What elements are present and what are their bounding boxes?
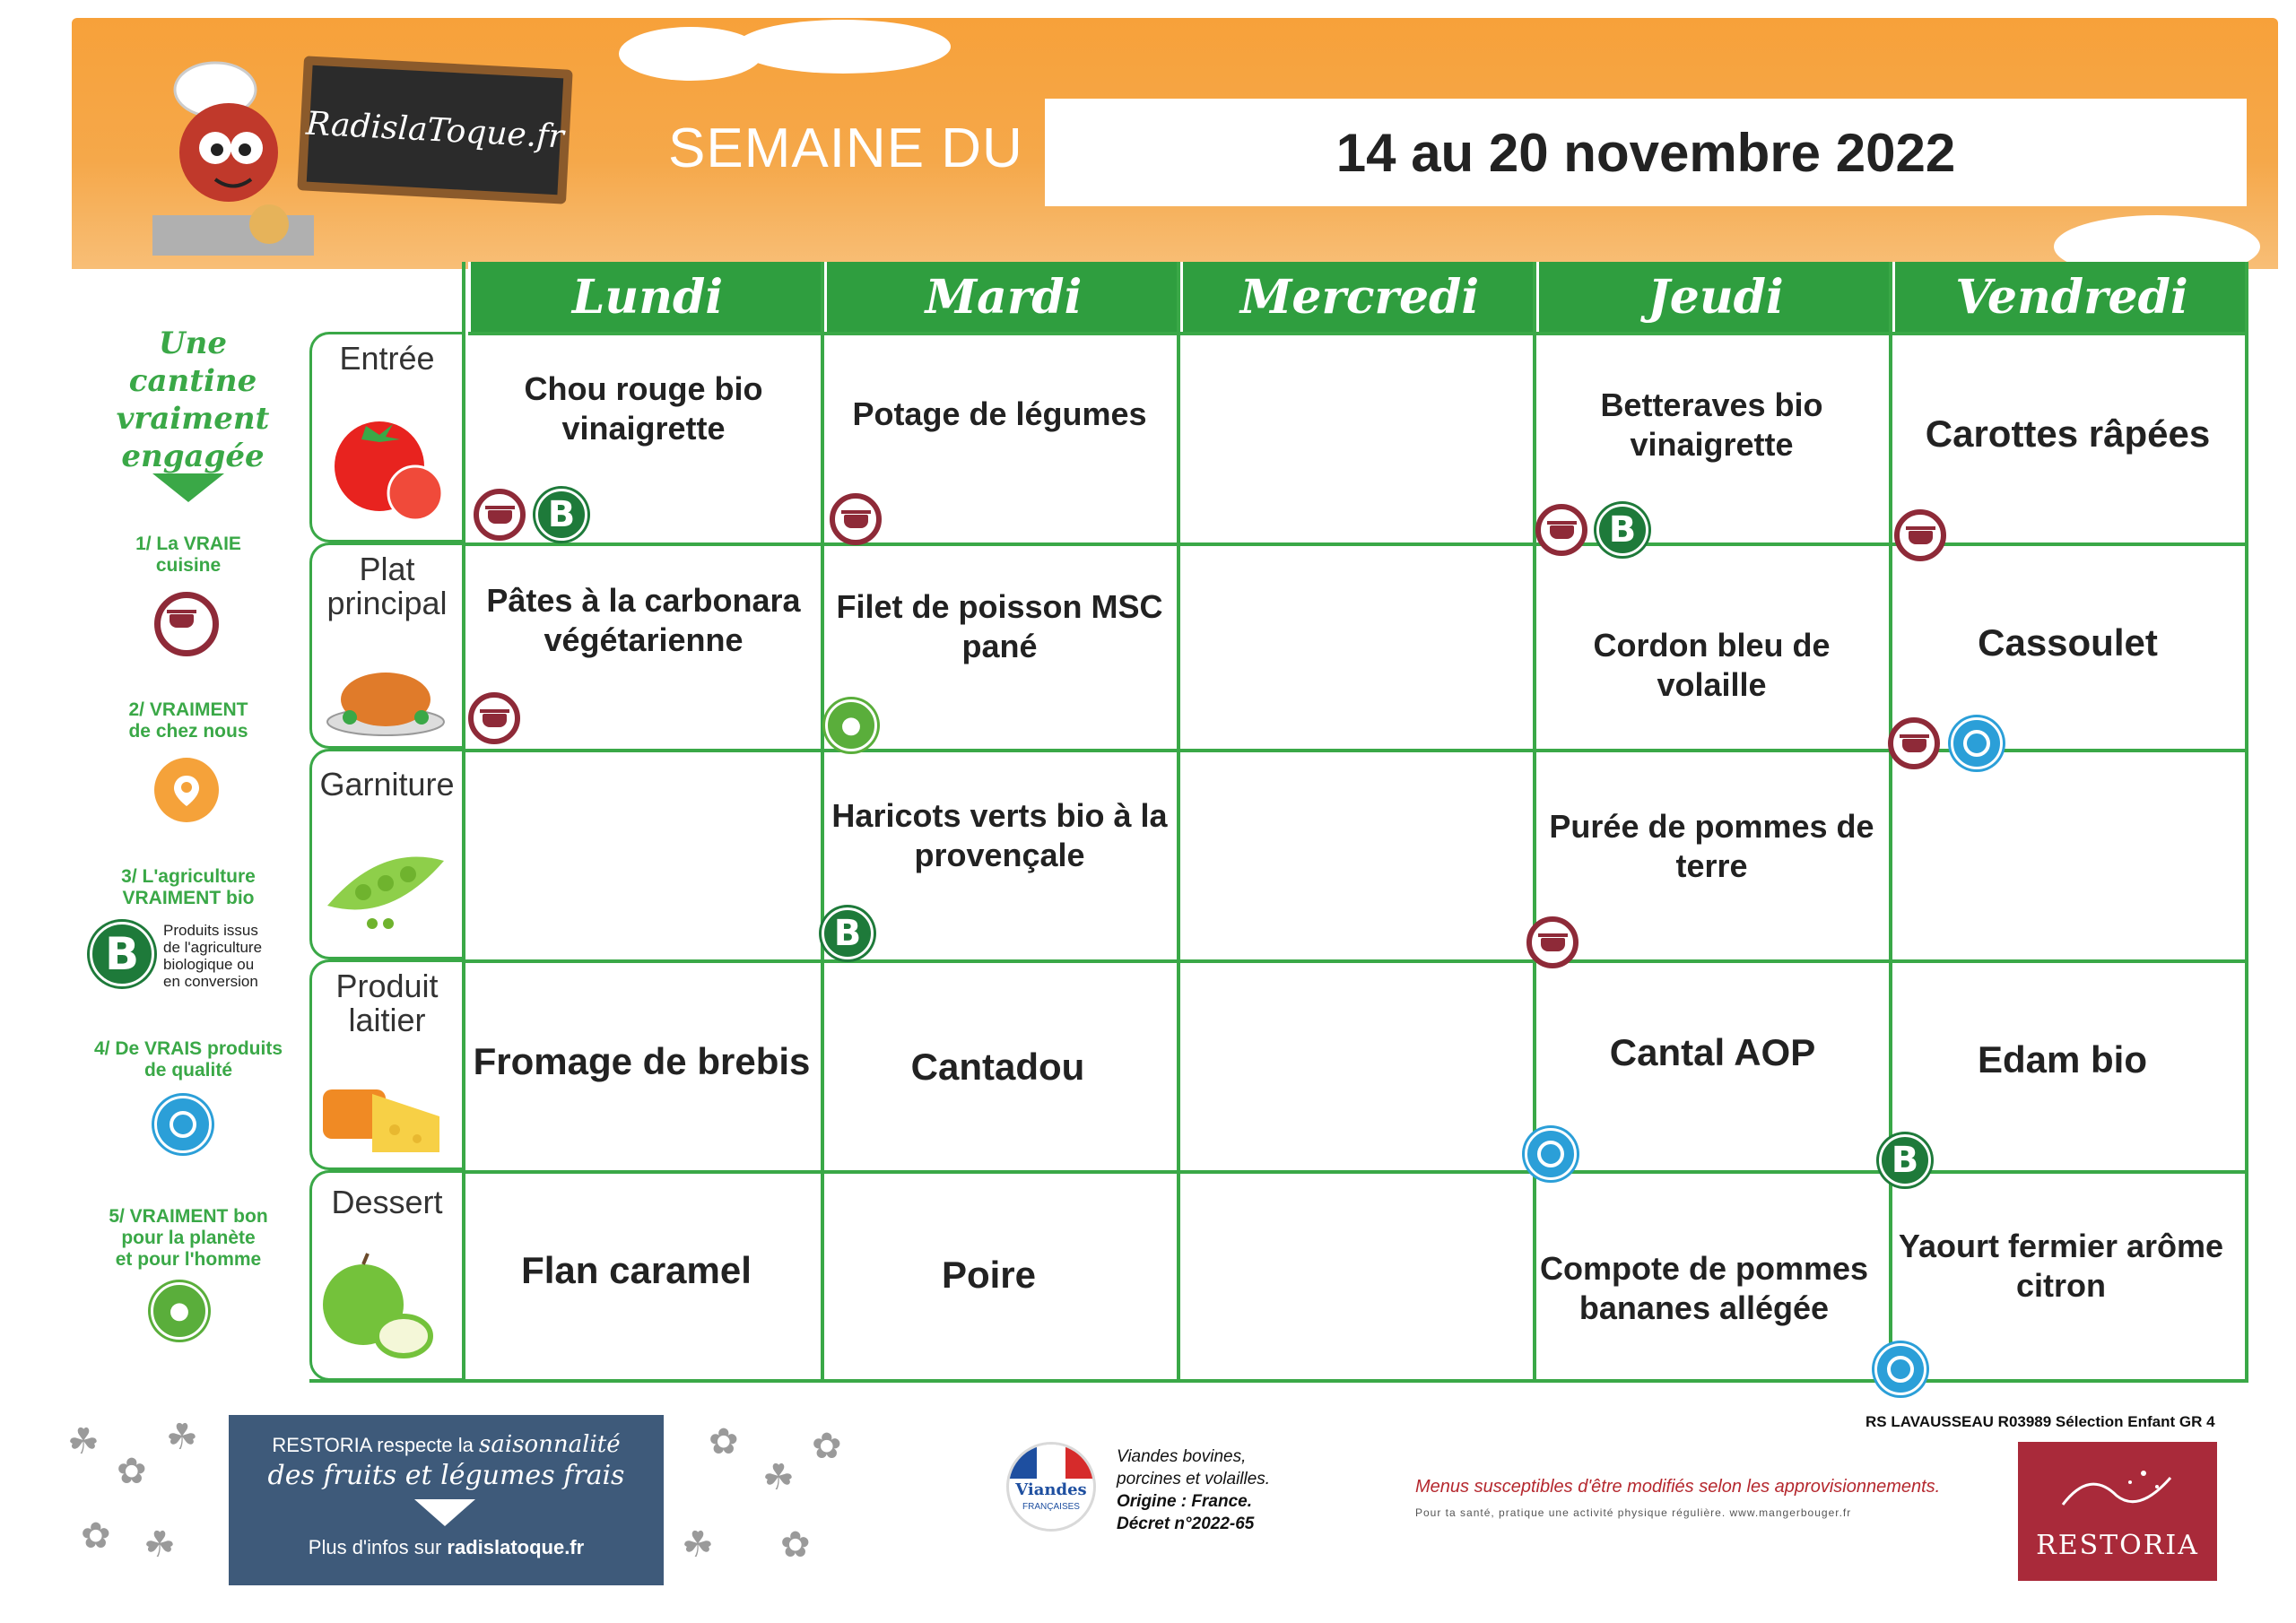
peas-icon <box>318 834 453 933</box>
restoria-logo <box>2018 1442 2217 1581</box>
day-header-mercredi: Mercredi <box>1180 262 1536 332</box>
bio-note: Produits issus de l'agriculture biologique ou en conversion <box>163 922 263 990</box>
vegetable-sketch-icon: ✿ <box>117 1451 147 1492</box>
homemade-pot-icon <box>1894 509 1946 561</box>
vegetable-sketch-icon: ☘ <box>762 1457 795 1498</box>
grid-line <box>1533 262 1536 1383</box>
day-header-jeudi: Jeudi <box>1536 262 1892 332</box>
menu-cell-plat-vendredi: Cassoulet <box>1978 621 2158 664</box>
cloud-decoration <box>735 20 951 74</box>
bio-badge-icon: B <box>90 922 154 986</box>
grid-line <box>462 542 2248 546</box>
bio-badge-icon: B <box>822 907 874 959</box>
menu-cell-dessert-vendredi: Yaourt fermier arôme citron <box>1898 1228 2224 1304</box>
category-label: Entrée <box>339 340 435 377</box>
bio-badge-icon: B <box>1879 1134 1931 1186</box>
info-line-1: RESTORIA respecte la saisonnalité <box>272 1431 621 1458</box>
sustainable-globe-icon: ● <box>151 1282 208 1340</box>
category-label: Plat principal <box>326 551 448 621</box>
vegetable-sketch-icon: ☘ <box>166 1417 198 1458</box>
info-arrow-icon <box>414 1499 475 1526</box>
menu-cell-laitier-vendredi: Edam bio <box>1977 1038 2148 1081</box>
legend-item-qualite: 4/ De VRAIS produits de qualité <box>93 1038 283 1081</box>
homemade-pot-icon <box>1526 916 1578 968</box>
chef-mascot-icon <box>135 54 314 260</box>
restoria-swirl-icon <box>2054 1460 2179 1523</box>
grid-line <box>462 959 2248 963</box>
week-date-range: 14 au 20 novembre 2022 <box>1335 122 1956 183</box>
vf-logo-word: Viandes <box>1015 1480 1087 1499</box>
legend-item-local: 2/ VRAIMENT de chez nous <box>128 699 248 742</box>
menu-cell-plat-mardi: Filet de poisson MSC pané <box>836 588 1163 664</box>
grid-line <box>821 262 824 1383</box>
sidebar-title: Une cantine vraiment engagée <box>116 325 270 474</box>
legend-item-planete: 5/ VRAIMENT bon pour la planète et pour l'homme <box>109 1206 268 1270</box>
homemade-pot-icon <box>468 692 520 744</box>
vegetable-sketch-icon: ☘ <box>144 1524 176 1566</box>
info-line-3[interactable]: Plus d'infos sur radislatoque.fr <box>308 1536 585 1558</box>
quality-ribbon-icon <box>1951 717 2003 769</box>
homemade-pot-icon <box>830 493 882 545</box>
quality-ribbon-icon <box>1525 1128 1577 1180</box>
rs-reference: RS LAVAUSSEAU R03989 Sélection Enfant GR 4 <box>1866 1413 2215 1430</box>
roast-chicken-icon <box>323 650 448 740</box>
site-chalkboard-logo <box>297 56 572 204</box>
day-header-mardi: Mardi <box>824 262 1180 332</box>
cheese-icon <box>318 1076 444 1157</box>
health-note: Pour ta santé, pratique une activité physique régulière. www.mangerbouger.fr <box>1415 1506 1852 1519</box>
menu-cell-dessert-jeudi: Compote de pommes bananes allégée <box>1539 1250 1869 1326</box>
grid-line <box>468 332 2248 335</box>
category-label: Dessert <box>331 1184 443 1220</box>
viandes-francaises-logo <box>1006 1442 1096 1532</box>
category-label: Garniture <box>319 766 455 803</box>
vf-logo-subword: FRANÇAISES <box>1022 1502 1080 1512</box>
info-line-2: des fruits et légumes frais <box>267 1460 625 1491</box>
homemade-pot-icon <box>1535 504 1587 556</box>
week-date-box <box>1045 99 2247 206</box>
menu-cell-entree-lundi: Chou rouge bio vinaigrette <box>524 370 763 447</box>
vegetable-sketch-icon: ✿ <box>709 1421 739 1462</box>
farm-location-icon <box>154 758 219 822</box>
menu-cell-entree-mardi: Potage de légumes <box>852 395 1147 432</box>
tomato-icon <box>330 408 447 525</box>
grid-line <box>462 262 465 1383</box>
vegetable-sketch-icon: ✿ <box>81 1515 111 1557</box>
category-label: Produit laitier <box>335 968 439 1038</box>
menu-cell-plat-lundi: Pâtes à la carbonara végétarienne <box>486 582 801 658</box>
grid-line <box>1889 262 1892 1383</box>
vegetable-sketch-icon: ☘ <box>682 1524 714 1566</box>
sustainable-globe-icon: ● <box>825 699 877 751</box>
day-header-lundi: Lundi <box>468 262 824 332</box>
day-header-vendredi: Vendredi <box>1892 262 2248 332</box>
week-label: SEMAINE DU <box>668 117 1023 179</box>
apple-icon <box>318 1246 435 1363</box>
menu-cell-plat-jeudi: Cordon bleu de volaille <box>1593 627 1831 703</box>
grid-line <box>2245 262 2248 1383</box>
legend-item-cuisine: 1/ La VRAIE cuisine <box>135 534 241 576</box>
grid-line <box>462 1170 2248 1174</box>
menu-cell-garniture-jeudi: Purée de pommes de terre <box>1549 808 1874 884</box>
menu-cell-garniture-mardi: Haricots verts bio à la provençale <box>831 797 1168 873</box>
menu-cell-laitier-mardi: Cantadou <box>910 1046 1085 1088</box>
homemade-pot-icon <box>154 592 219 656</box>
homemade-pot-icon <box>1888 717 1940 769</box>
menu-cell-entree-jeudi: Betteraves bio vinaigrette <box>1600 386 1823 463</box>
quality-ribbon-icon <box>154 1096 212 1153</box>
menu-change-note: Menus susceptibles d'être modifiés selon les approvisionnements. <box>1415 1477 1941 1497</box>
menu-cell-dessert-lundi: Flan caramel <box>521 1249 752 1291</box>
vegetable-sketch-icon: ☘ <box>67 1421 100 1462</box>
bio-badge-icon: B <box>535 489 587 541</box>
grid-line <box>309 1379 2248 1383</box>
menu-cell-laitier-jeudi: Cantal AOP <box>1609 1031 1816 1073</box>
legend-item-bio: 3/ L'agriculture VRAIMENT bio <box>121 866 256 908</box>
quality-ribbon-icon <box>1874 1343 1926 1395</box>
menu-cell-laitier-lundi: Fromage de brebis <box>473 1040 811 1082</box>
site-name: RadislaToque.fr <box>305 104 565 156</box>
menu-cell-dessert-mardi: Poire <box>941 1254 1037 1296</box>
viandes-origin-note: Viandes bovines, porcines et volailles. Origine : France. Décret n°2022-65 <box>1117 1447 1271 1533</box>
restoria-brand: RESTORIA <box>2036 1530 2199 1561</box>
vegetable-sketch-icon: ✿ <box>780 1524 811 1566</box>
bio-badge-icon: B <box>1596 504 1648 556</box>
homemade-pot-icon <box>474 489 526 541</box>
sidebar-arrow-icon <box>152 473 224 502</box>
menu-cell-entree-vendredi: Carottes râpées <box>1925 412 2211 455</box>
grid-line <box>1177 262 1180 1383</box>
vegetable-sketch-icon: ✿ <box>812 1426 842 1467</box>
